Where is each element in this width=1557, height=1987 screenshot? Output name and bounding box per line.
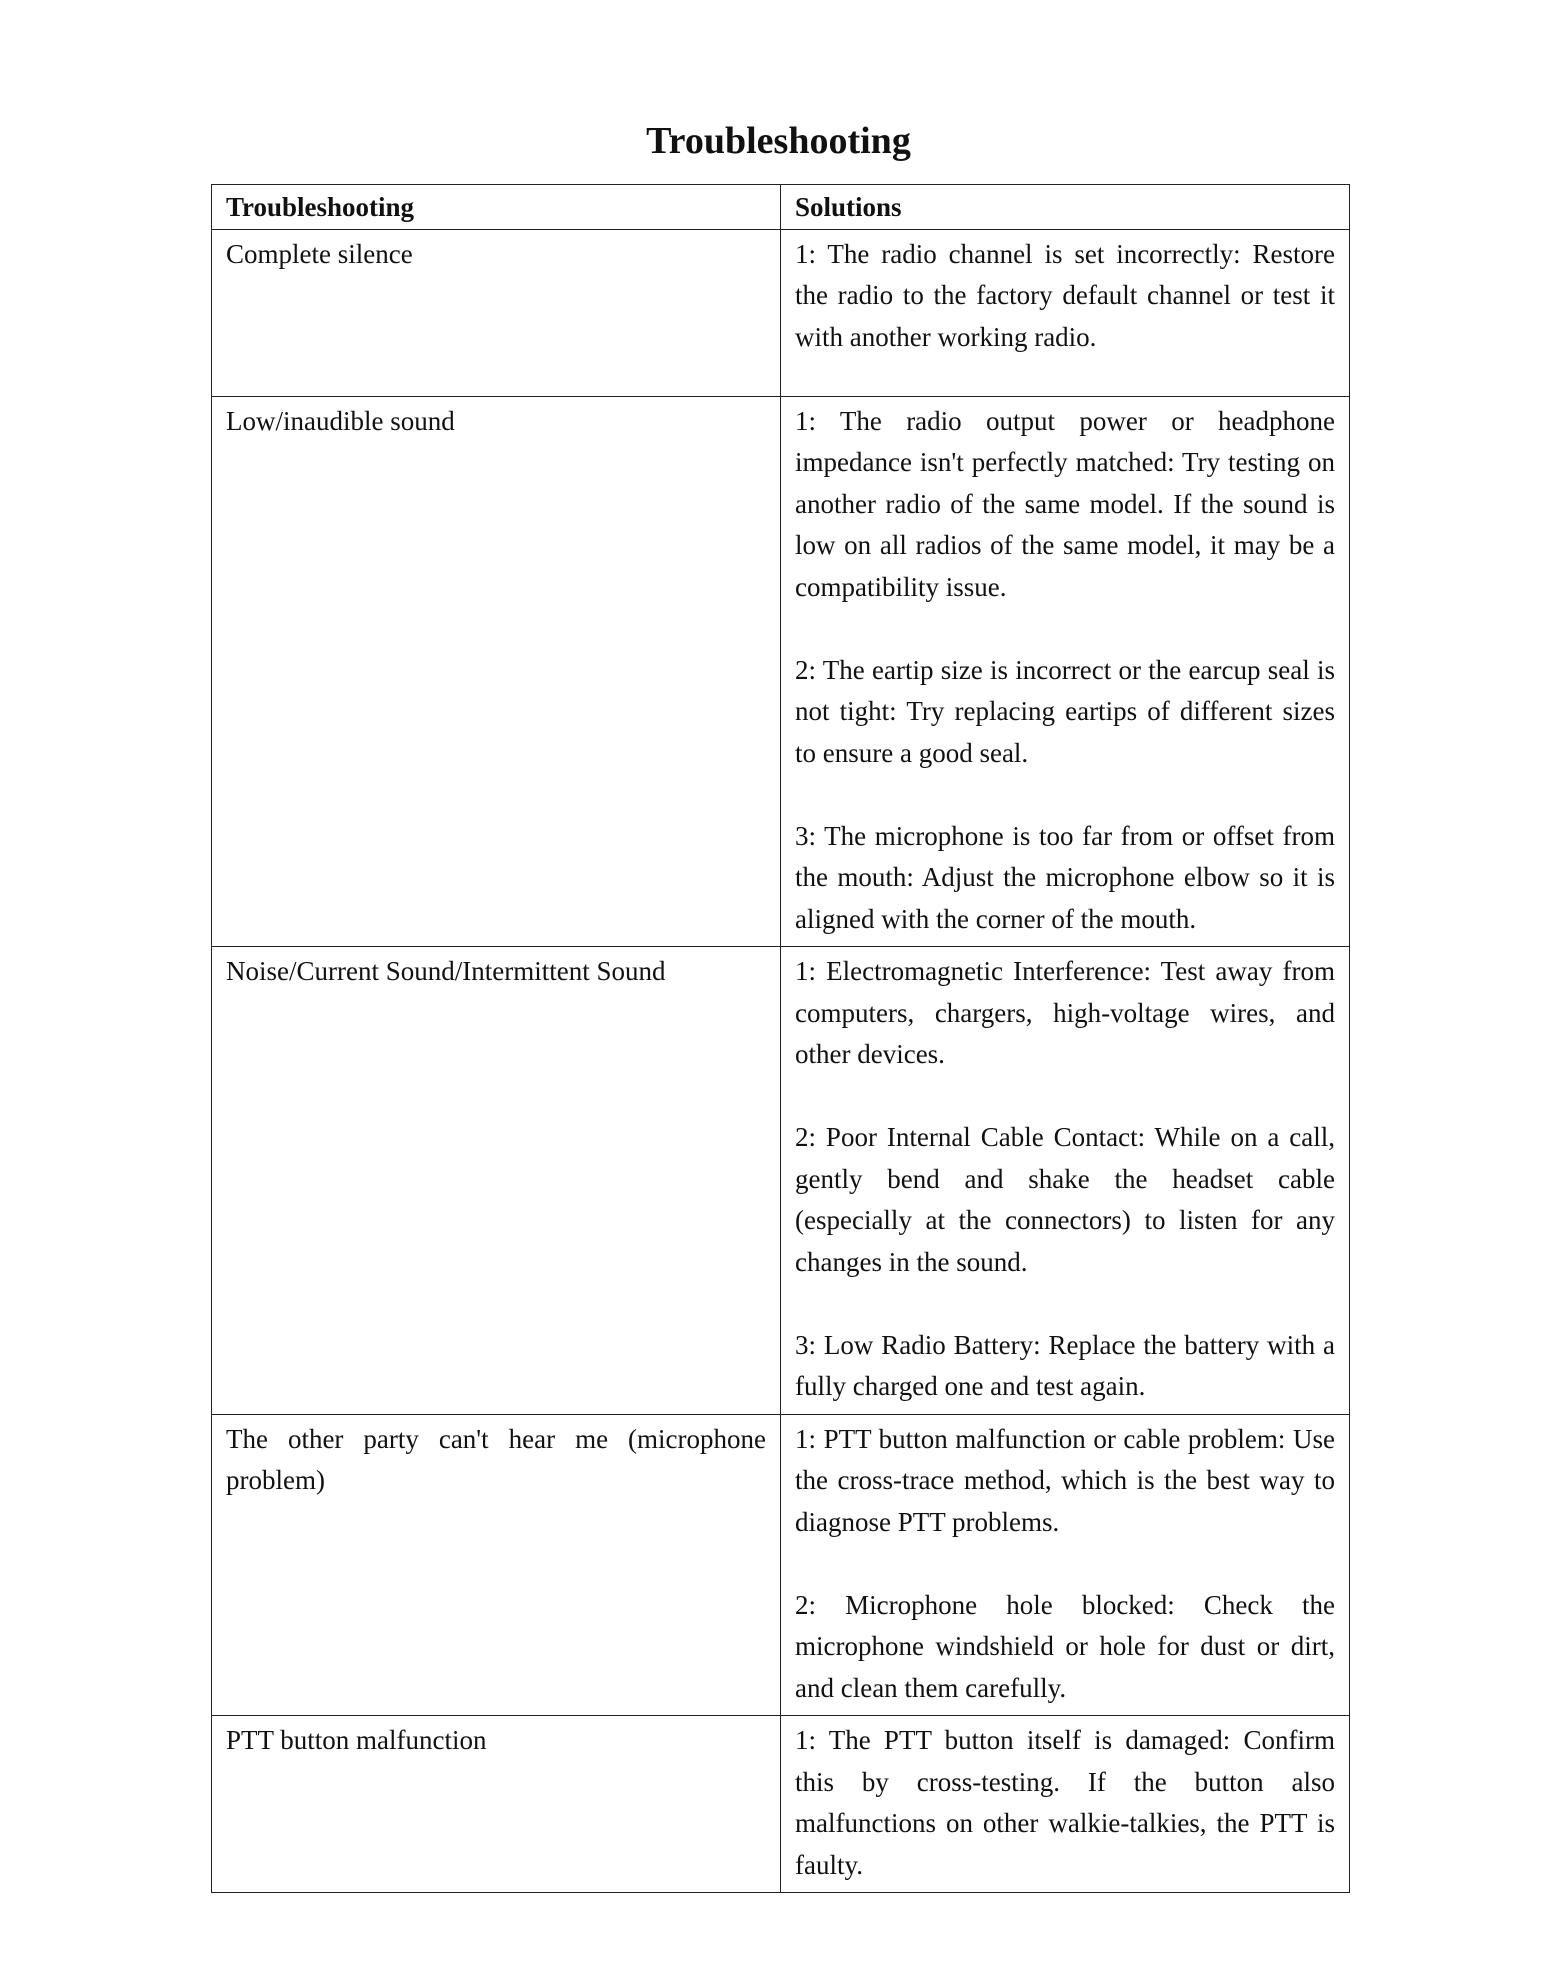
solution-item: 3: The microphone is too far from or offset from the mouth: Adjust the microphone elbow so it is aligned with the corner of the mouth. — [795, 820, 1335, 934]
solutions-cell — [781, 1716, 1350, 1893]
solution-item: 1: Electromagnetic Interference: Test away from computers, chargers, high-voltage wires, and other devices. — [795, 956, 1335, 1069]
solution-item: 2: Poor Internal Cable Contact: While on a call, gently bend and shake the headset cable (especially at the connectors) to listen for any changes in the sound. — [795, 1122, 1335, 1277]
table-header-row — [212, 185, 1350, 230]
solutions-cell — [781, 396, 1350, 947]
header-troubleshooting: Troubleshooting — [212, 185, 781, 230]
header-solutions: Solutions — [781, 185, 1350, 230]
solution-item: 1: The PTT button itself is damaged: Confirm this by cross-testing. If the button also malfunctions on other walkie-talkies, the PTT is faulty. — [795, 1725, 1335, 1880]
troubleshooting-table — [211, 184, 1350, 1893]
solution-item: 1: The radio channel is set incorrectly: Restore the radio to the factory default channel or test it with another working radio. — [795, 238, 1335, 352]
table-row — [212, 396, 1350, 947]
table-row — [212, 947, 1350, 1415]
problem-cell: Complete silence — [212, 229, 781, 396]
solution-item: 2: Microphone hole blocked: Check the microphone windshield or hole for dust or dirt, and clean them carefully. — [795, 1589, 1335, 1703]
solution-item: 2: The eartip size is incorrect or the earcup seal is not tight: Try replacing eartips of different sizes to ensure a good seal. — [795, 654, 1335, 768]
solutions-cell — [781, 229, 1350, 396]
page-title: Troubleshooting — [646, 120, 911, 162]
solution-item: 1: The radio output power or headphone impedance isn't perfectly matched: Try testing on another radio of the same model. If the sound is low on all radios of the same model, it may be a compatibility issue. — [795, 405, 1335, 602]
problem-cell: Noise/Current Sound/Intermittent Sound — [212, 947, 781, 1415]
problem-cell: Low/inaudible sound — [212, 396, 781, 947]
solutions-cell — [781, 1414, 1350, 1716]
table-row — [212, 1716, 1350, 1893]
solution-item: 1: PTT button malfunction or cable problem: Use the cross-trace method, which is the best way to diagnose PTT problems. — [795, 1423, 1335, 1537]
table-row — [212, 229, 1350, 396]
problem-cell: PTT button malfunction — [212, 1716, 781, 1893]
table-row — [212, 1414, 1350, 1716]
solution-item: 3: Low Radio Battery: Replace the battery with a fully charged one and test again. — [795, 1329, 1335, 1401]
solutions-cell — [781, 947, 1350, 1415]
problem-cell: The other party can't hear me (microphone problem) — [212, 1414, 781, 1716]
